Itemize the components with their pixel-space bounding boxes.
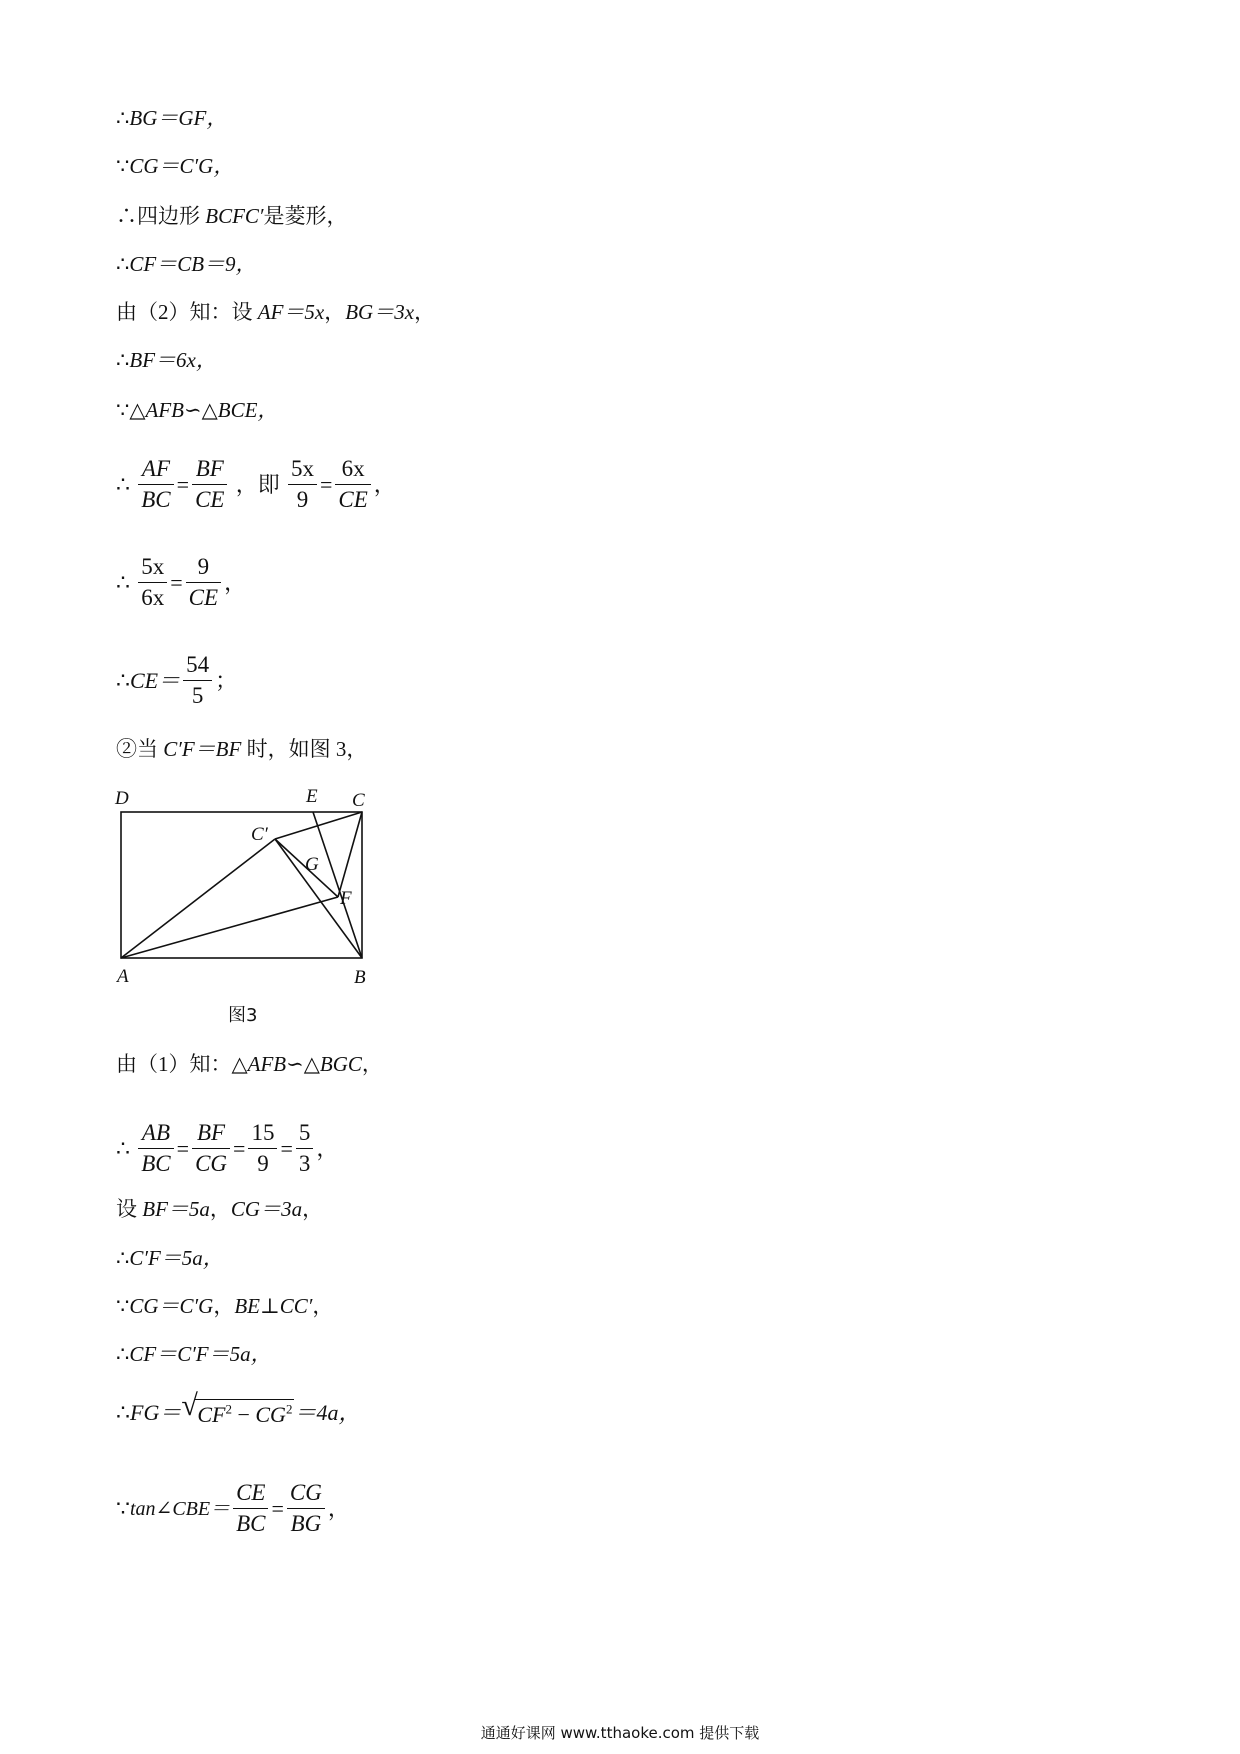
line-12 xyxy=(116,1050,383,1078)
line-9 xyxy=(116,552,246,613)
line-19 xyxy=(116,1478,350,1539)
text-post: ， xyxy=(327,1495,350,1521)
fraction-54-5 xyxy=(183,650,212,711)
sep: ， xyxy=(209,1197,231,1221)
text-post: ， xyxy=(414,300,436,324)
therefore-symbol: ∴ xyxy=(116,348,130,372)
therefore-symbol: ∴ xyxy=(116,1246,130,1270)
because-symbol: ∵ xyxy=(116,398,130,422)
radicand xyxy=(195,1399,294,1427)
therefore-symbol: ∴ xyxy=(116,1399,130,1425)
fraction-ce-bc xyxy=(233,1478,268,1539)
denominator: CE xyxy=(188,585,219,610)
numerator: CE xyxy=(233,1478,268,1509)
equals-sign: = xyxy=(280,1135,293,1161)
label-a: A xyxy=(117,966,129,987)
denominator: BC xyxy=(236,1511,266,1536)
radicand-term: CG xyxy=(255,1402,286,1428)
therefore-symbol: ∴ xyxy=(116,569,130,595)
expr-b: BG＝3x xyxy=(345,300,415,324)
denominator: CE xyxy=(338,487,368,512)
numerator: AF xyxy=(138,454,173,485)
fraction-6x-ce xyxy=(335,454,370,515)
numerator: AB xyxy=(138,1118,173,1149)
expr: BG＝GF， xyxy=(129,106,228,130)
fraction-ab-bc xyxy=(138,1118,173,1179)
numerator: 54 xyxy=(183,650,212,681)
therefore-symbol: ∴ xyxy=(116,204,137,228)
expr-a: CG＝C′G xyxy=(129,1294,214,1318)
segment-c-prime-c xyxy=(275,812,362,839)
denominator: BG xyxy=(290,1511,322,1536)
fraction-5x-6x xyxy=(138,552,167,613)
text-post: ， xyxy=(316,1135,339,1161)
line-7 xyxy=(116,396,278,424)
text-post: ， xyxy=(361,1052,383,1076)
text-post: ， xyxy=(302,1197,324,1221)
fraction-9-ce xyxy=(186,552,221,613)
radical-sign: √ xyxy=(181,1389,198,1422)
line-8 xyxy=(116,454,396,515)
label-d: D xyxy=(115,788,129,809)
segment-fc xyxy=(338,812,362,897)
text-pre: ②当 xyxy=(116,737,164,761)
figure-3 xyxy=(100,780,400,1030)
numerator: 9 xyxy=(186,552,221,583)
text-post: ， xyxy=(224,569,247,595)
label-e: E xyxy=(306,786,318,807)
line-13 xyxy=(116,1118,338,1179)
therefore-symbol: ∴ xyxy=(116,106,130,130)
text-pre: 设 xyxy=(116,1197,143,1221)
fraction-af-bc xyxy=(138,454,173,515)
fraction-cg-bg xyxy=(287,1478,325,1539)
exponent: 2 xyxy=(225,1402,232,1417)
line-4 xyxy=(116,250,257,278)
therefore-symbol: ∴ xyxy=(116,1342,130,1366)
exponent: 2 xyxy=(285,1402,293,1417)
text-pre: FG＝ xyxy=(130,1399,182,1425)
text-post: ＝4a， xyxy=(294,1399,361,1425)
numerator: 5x xyxy=(138,552,167,583)
label-c-prime: C′ xyxy=(251,824,268,845)
because-symbol: ∵ xyxy=(116,1495,130,1521)
text-post: ， xyxy=(373,471,396,497)
line-17 xyxy=(116,1340,272,1368)
expr-b: CG＝3a xyxy=(230,1197,303,1221)
text-pre: CE＝ xyxy=(130,667,181,693)
line-15 xyxy=(116,1244,224,1272)
line-2 xyxy=(116,152,234,180)
fraction-5-3 xyxy=(296,1118,314,1179)
line-14 xyxy=(116,1195,323,1223)
label-b: B xyxy=(354,967,366,988)
line-16 xyxy=(116,1292,333,1320)
therefore-symbol: ∴ xyxy=(116,252,130,276)
numerator: 5x xyxy=(288,454,317,485)
label-f: F xyxy=(340,888,352,909)
numerator: CG xyxy=(287,1478,325,1509)
sep: ， xyxy=(213,1294,235,1318)
therefore-symbol: ∴ xyxy=(116,1135,130,1161)
denominator: 6x xyxy=(141,585,165,610)
denominator: CE xyxy=(195,487,225,512)
equals-sign: = xyxy=(233,1135,246,1161)
expr: C′F＝5a， xyxy=(129,1246,224,1270)
segment-eb xyxy=(313,812,362,958)
text-pre: 四边形 xyxy=(137,204,206,228)
expr: CF＝CB＝9， xyxy=(129,252,257,276)
label-g: G xyxy=(305,854,319,875)
expr: C′F＝BF xyxy=(163,737,242,761)
text-pre: 由（2）知：设 xyxy=(116,300,258,324)
expr: CG＝C′G， xyxy=(129,154,235,178)
fraction-15-9 xyxy=(248,1118,277,1179)
text-post: ， xyxy=(312,1294,334,1318)
equals-sign: = xyxy=(176,1135,190,1161)
minus: − xyxy=(231,1402,256,1428)
text-post: ； xyxy=(215,667,238,693)
line-18 xyxy=(116,1389,361,1429)
line-3 xyxy=(116,202,348,230)
figure-caption: 图3 xyxy=(228,1005,258,1026)
line-1 xyxy=(116,104,227,132)
segment-ac-prime xyxy=(121,839,275,958)
expr-b: BE⊥CC′ xyxy=(234,1294,313,1318)
because-symbol: ∵ xyxy=(116,1294,130,1318)
rectangle-diagram xyxy=(100,780,400,1030)
expr: CF＝C′F＝5a， xyxy=(129,1342,272,1366)
expr-a: AF＝5x xyxy=(257,300,325,324)
fraction-bf-cg xyxy=(192,1118,230,1179)
expr-a: BF＝5a xyxy=(142,1197,210,1221)
denominator: CG xyxy=(195,1151,228,1176)
denominator: BC xyxy=(141,1151,171,1176)
numerator: 6x xyxy=(335,454,370,485)
numerator: BF xyxy=(192,454,227,485)
expr: △AFB∽△BCE， xyxy=(129,398,279,422)
denominator: 3 xyxy=(298,1151,311,1176)
line-6 xyxy=(116,346,217,374)
line-5 xyxy=(116,298,435,326)
text-pre: 由（1）知： xyxy=(116,1052,232,1076)
numerator: 15 xyxy=(248,1118,277,1149)
expr: BF＝6x， xyxy=(129,348,217,372)
sep: ， xyxy=(324,300,346,324)
equals-sign: = xyxy=(170,569,183,595)
text-post: 时，如图 3， xyxy=(241,737,368,761)
segment-af xyxy=(121,897,338,958)
therefore-symbol: ∴ xyxy=(116,667,130,693)
equals-sign: = xyxy=(319,471,333,497)
line-11 xyxy=(116,735,367,763)
fraction-bf-ce xyxy=(192,454,227,515)
denominator: 9 xyxy=(257,1151,269,1176)
text-pre: tan∠CBE＝ xyxy=(130,1497,231,1520)
denominator: BC xyxy=(141,487,171,512)
radicand-term: CF xyxy=(197,1402,226,1428)
expr: △AFB∽△BGC xyxy=(231,1052,362,1076)
fraction-5x-9 xyxy=(288,454,317,515)
therefore-symbol: ∴ xyxy=(116,471,130,497)
numerator: 5 xyxy=(296,1118,314,1149)
because-symbol: ∵ xyxy=(116,154,130,178)
equals-sign: = xyxy=(176,471,190,497)
expr: BCFC′ xyxy=(205,204,264,228)
text-post: 是菱形， xyxy=(263,204,348,228)
numerator: BF xyxy=(192,1118,230,1149)
page-footer: 通通好课网 www.tthaoke.com 提供下载 xyxy=(480,1724,760,1742)
line-10 xyxy=(116,650,237,711)
denominator: 5 xyxy=(191,683,204,708)
equals-sign: = xyxy=(271,1495,284,1521)
label-c: C xyxy=(352,790,365,811)
text-mid: ，即 xyxy=(235,471,280,497)
denominator: 9 xyxy=(296,487,309,512)
square-root xyxy=(181,1389,294,1429)
